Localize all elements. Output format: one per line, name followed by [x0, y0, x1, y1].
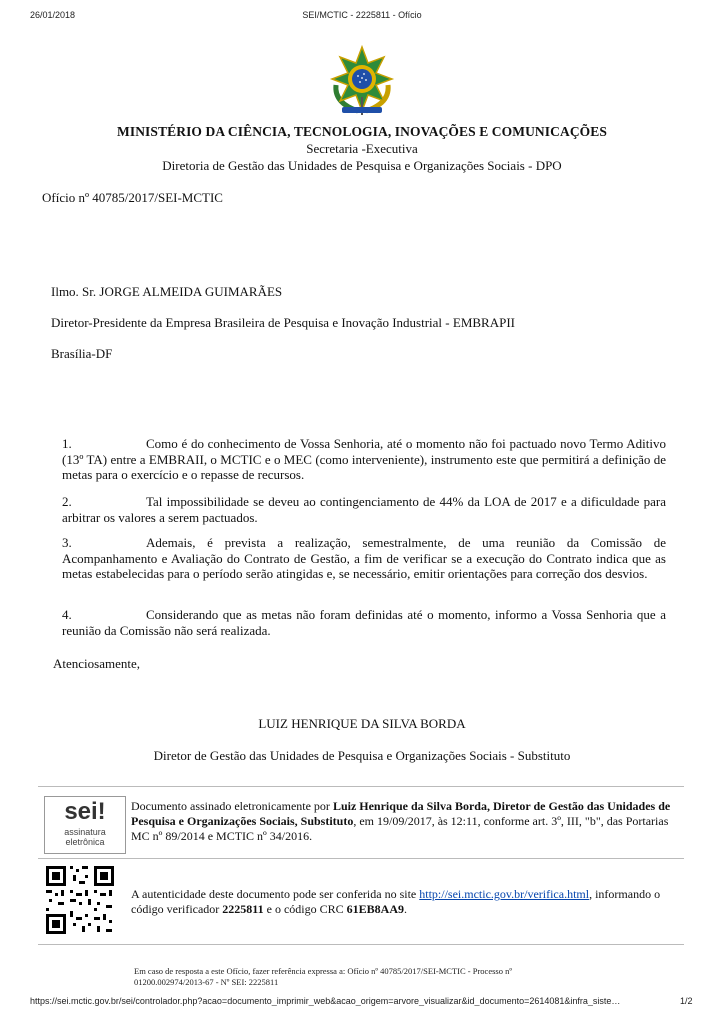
- verification-code: 2225811: [222, 902, 264, 916]
- paragraph-text: Tal impossibilidade se deveu ao contingenciamento de 44% da LOA de 2017 e a dificuldade para arbitrar os valores a serem pactuados.: [62, 494, 666, 525]
- paragraph-number: 1.: [62, 436, 72, 451]
- print-title: SEI/MCTIC - 2225811 - Ofício: [302, 10, 422, 20]
- oficio-number: Ofício nº 40785/2017/SEI-MCTIC: [42, 190, 223, 205]
- paragraph-number: 2.: [62, 494, 72, 509]
- paragraph-text: Considerando que as metas não foram definidas até o momento, informo a Vossa Senhoria que a reunião da Comissão não será realizada.: [62, 607, 666, 638]
- verification-end: .: [403, 902, 407, 916]
- divider: [38, 858, 684, 859]
- verification-link[interactable]: http://sei.mctic.gov.br/verifica.html: [419, 887, 590, 901]
- recipient-city: Brasília-DF: [51, 346, 113, 361]
- paragraph-2: [62, 494, 666, 525]
- paragraph-3: [62, 535, 666, 582]
- reply-reference-line1: Em caso de resposta a este Ofício, fazer referência expressa a: Ofício nº 40785/2017/SEI-MCTIC - Processo nº: [134, 966, 512, 976]
- paragraph-number: 4.: [62, 607, 72, 622]
- paragraph-4: [62, 607, 666, 638]
- paragraph-text: Ademais, é prevista a realização, semestralmente, de uma reunião da Comissão de Acompanhamento e Avaliação do Contrato de Gestão, a fim de verificar se a execução do Contrato indica que as metas estabelecidas para o período serão atingidas e, se necessário, emitir orientações para correção dos desvios.: [62, 535, 666, 581]
- sei-logo-text: sei!: [64, 798, 106, 825]
- sei-signature-logo: [44, 796, 126, 854]
- qr-code-icon: [44, 864, 116, 936]
- reply-reference-note: [134, 966, 594, 987]
- paragraph-text: Como é do conhecimento de Vossa Senhoria, até o momento não foi pactuado novo Termo Aditivo (13º TA) entre a EMBRAII, o MCTIC e o MEC (como interveniente), instrumento este que permitirá a definição de metas para o exercício e o repasse de recursos.: [62, 436, 666, 482]
- signature-signer: Luiz Henrique da Silva Borda, Diretor de Gestão das Unidades de Pesquisa e Organizações Sociais, Substituto: [131, 799, 671, 828]
- signature-text: [131, 799, 671, 844]
- paragraph-number: 3.: [62, 535, 72, 550]
- signer-name: LUIZ HENRIQUE DA SILVA BORDA: [258, 716, 466, 731]
- reply-reference-line2: 01200.002974/2013-67 - Nº SEI: 2225811: [134, 976, 279, 987]
- divider: [38, 786, 684, 787]
- verification-middle2: e o código CRC: [263, 902, 347, 916]
- ministry-name: MINISTÉRIO DA CIÊNCIA, TECNOLOGIA, INOVAÇÕES E COMUNICAÇÕES: [117, 124, 607, 139]
- print-date: 26/01/2018: [30, 10, 76, 20]
- divider: [38, 944, 684, 945]
- signature-suffix: , em 19/09/2017, às 12:11, conforme art. 3º, III, "b", das Portarias MC nº 89/2014 e MCTIC nº 34/2016.: [131, 814, 669, 843]
- directorate: Diretoria de Gestão das Unidades de Pesquisa e Organizações Sociais - DPO: [162, 158, 562, 173]
- verification-prefix: A autenticidade deste documento pode ser conferida no site: [131, 887, 420, 901]
- recipient-position: Diretor-Presidente da Empresa Brasileira de Pesquisa e Inovação Industrial - EMBRAPII: [51, 315, 515, 330]
- page-number: 1/2: [680, 996, 693, 1006]
- verification-middle: , informando o código verificador: [131, 887, 661, 916]
- signer-title: Diretor de Gestão das Unidades de Pesquisa e Organizações Sociais - Substituto: [153, 748, 571, 763]
- sei-logo-line2: eletrônica: [65, 837, 105, 847]
- secretariat: Secretaria -Executiva: [306, 141, 418, 156]
- closing: Atenciosamente,: [53, 656, 140, 671]
- sei-logo-line1: assinatura: [64, 827, 106, 837]
- verification-text: [131, 887, 671, 917]
- recipient-name: Ilmo. Sr. JORGE ALMEIDA GUIMARÃES: [51, 284, 283, 299]
- paragraph-1: [62, 436, 666, 483]
- signature-prefix: Documento assinado eletronicamente por: [131, 799, 333, 813]
- brazil-coat-of-arms-icon: [328, 45, 396, 117]
- print-url: https://sei.mctic.gov.br/sei/controlador.php?acao=documento_imprimir_web&acao_origem=arvore_visualizar&id_documento=2614081&infra_siste…: [30, 996, 621, 1006]
- crc-code: 61EB8AA9: [346, 902, 404, 916]
